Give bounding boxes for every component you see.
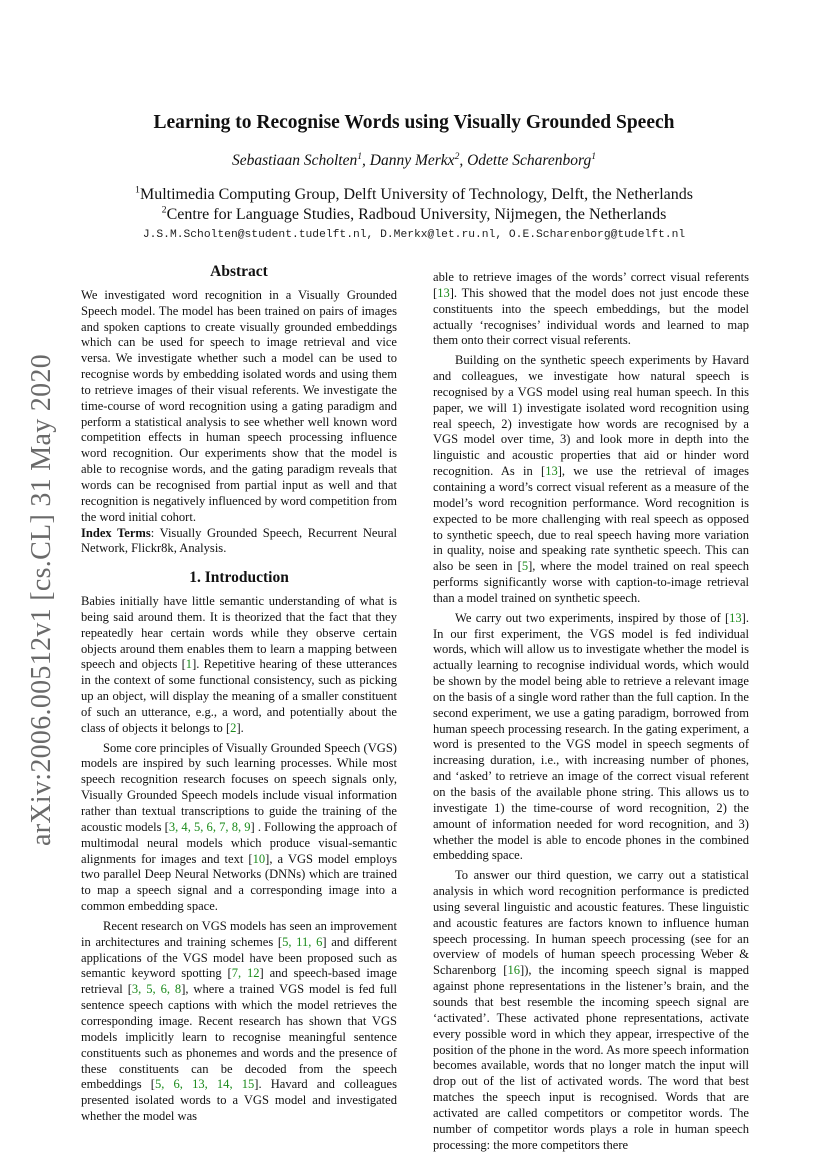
citation-link[interactable]: 3, 4, 5, 6, 7, 8, 9 <box>168 819 251 834</box>
author: Sebastiaan Scholten$^1$, <box>231 150 370 169</box>
citation-link[interactable]: 5 <box>521 559 529 574</box>
arxiv-identifier: arXiv:2006.00512v1 [cs.CL] 31 May 2020 <box>26 353 57 847</box>
citation-link[interactable]: 10 <box>252 851 266 866</box>
citation-link[interactable]: 1 <box>185 657 193 672</box>
author-emails: J.S.M.Scholten@student.tudelft.nl, D.Merkx@let.ru.nl, O.E.Scharenborg@tudelft.nl <box>142 229 686 241</box>
intro-paragraph-2: Some core principles of Visually Grounded Speech (VGS) models are inspired by such learning processes. While most speech recognition research focuses on speech signals only, Visually Grounded Speech models include visual information rather than textual transcriptions to guide the training of the acoustic models [3, 4, 5, 6, 7, 8, 9] . Following the approach of multimodal neural models which produce visual-semantic alignments for images and text [10], a VGS model employs two parallel Deep Neural Networks (DNNs) which are trained to map a speech signal and a corresponding image into a common embedding space. <box>81 740 397 914</box>
citation-link[interactable]: 13 <box>437 285 450 300</box>
right-paragraph-1: able to retrieve images of the words’ correct visual referents [13]. This showed that the model does not just encode these constituents into the speech embeddings, but the model actually ‘recognises’ individual words and learned to map them onto their correct visual referents. <box>433 270 749 348</box>
citation-link[interactable]: 5, 6, 13, 14, 15 <box>154 1077 255 1092</box>
affiliation-1: $^1$Multimedia Computing Group, Delft University of Technology, Delft, the Netherlands <box>135 184 693 203</box>
section-heading-introduction: 1. Introduction <box>189 569 289 587</box>
arxiv-sidebar <box>22 340 62 860</box>
intro-paragraph-3: Recent research on VGS models has seen an improvement in architectures and training schemes [5, 11, 6] and different applications of the VGS model have been proposed such as semantic keyword spotting [7, 12] and speech-based image retrieval [3, 5, 6, 8], where a trained VGS model is fed full sentence speech captions with which the model retrieves the corresponding image. Recent research has shown that VGS models implicitly learn to recognise meaningful sentence constituents such as phonemes and words and the presence of these constituents can be decoded from the speech embeddings [5, 6, 13, 14, 15]. Havard and colleagues presented isolated words to a VGS model and investigated whether the model was <box>81 918 398 1124</box>
author: Danny Merkx$^2$, <box>369 150 468 169</box>
index-terms: Index Terms: Visually Grounded Speech, Recurrent Neural Network, Flickr8k, Analysis. <box>81 525 397 556</box>
affiliation-2: $^2$Centre for Language Studies, Radboud University, Nijmegen, the Netherlands <box>161 204 667 223</box>
abstract-text: We investigated word recognition in a Visually Grounded Speech model. The model has been trained on pairs of images and spoken captions to create visually grounded embeddings which can be used for speech to image retrieval and vice versa. We investigate whether such a model can be used to recognise words by embedding isolated words and using them to retrieve images of their visual referents. We investigate the time-course of word recognition using a gating paradigm and perform a statistical analysis to see whether well known word competition effects in human speech processing influence word recognition. Our experiments show that the model is able to recognise words, and the gating paradigm reveals that words can be recognised from partial input as well and that recognition is negatively influenced by word competition from the word initial cohort. <box>81 287 397 524</box>
right-paragraph-3: We carry out two experiments, inspired by those of [13]. In our first experiment, the VGS model is fed individual words, which will allow us to investigate whether the model is actually learning to recognise individual words, which would be shown by the model being able to retrieve a relevant image on the basis of a single word rather than the full caption. In the second experiment, we use a gating paradigm, borrowed from human speech processing research. In the gating experiment, a word is presented to the VGS model in speech segments of increasing duration, i.e., with increasing number of phones, and ‘asked’ to retrieve an image of the correct visual referent on the basis of the available phone string. This allows us to investigate 1) the time-course of word recognition, 2) the amount of information needed for word recognition, and 3) whether the model is able to encode phones in the combined embedding space. <box>433 610 749 863</box>
citation-link[interactable]: 3, 5, 6, 8 <box>131 982 182 997</box>
abstract-heading: Abstract <box>210 263 268 280</box>
citation-link[interactable]: 2 <box>230 720 237 735</box>
citation-link[interactable]: 13 <box>729 610 742 625</box>
author: Odette Scharenborg$^1$ <box>467 150 597 169</box>
paper-title: Learning to Recognise Words using Visually Grounded Speech <box>153 112 675 133</box>
intro-paragraph-1: Babies initially have little semantic understanding of what is being said around them. It is theorized that the fact that they repeatedly hear certain words while they observe certain objects around them enables them to learn a mapping between speech and objects [1]. Repetitive hearing of these utterances in the context of some functional consistency, such as picking up an object, will display the meaning of a smaller constituent of such an utterance, e.g., a word, and potentially about the class of objects it belongs to [2]. <box>81 594 397 735</box>
right-paragraph-2: Building on the synthetic speech experiments by Havard and colleagues, we investigate how natural speech is recognised by a VGS model using real human speech. In this paper, we will 1) investigate isolated word recognition using real speech, 2) investigate how words are recognised by a VGS model over time, 3) and look more in depth into the linguistic and acoustic properties that aid or hinder word recognition. As in [13], we use the retrieval of images containing a word’s correct visual referent as a measure of the model’s word recognition performance. Word recognition is expected to be more challenging with real speech as opposed to synthetic speech, due to real speech having more variation in quality, noise and speaking rate synthetic speech. This can also be seen in [5], where the model trained on real speech performs significantly worse with caption-to-image retrieval than a model trained on synthetic speech. <box>433 353 749 605</box>
citation-link[interactable]: 13 <box>545 464 558 479</box>
citation-link[interactable]: 16 <box>507 963 521 978</box>
right-paragraph-4: To answer our third question, we carry out a statistical analysis in which word recognition performance is predicted using several linguistic and acoustic features. These linguistic and acoustic features are factors known to influence human speech processing. In human speech processing (see for an overview of models of human speech processing Weber & Scharenborg [16]), the incoming speech signal is mapped against phone representations in the listener’s brain, and the sounds that best resemble the incoming speech signal are ‘activated’. These activated phone representations, activate every possible word in which they appear, irrespective of the position of the phone in the word. As more speech information becomes available, words that no longer match the input will drop out of the list of activated words. The word that best matches the speech input is recognised. Words that are activated are called competitors or competitor words. The number of competitor words plays a role in human speech processing: the more competitors there <box>433 868 750 1152</box>
citation-link[interactable]: 5, 11, 6 <box>282 934 323 949</box>
right-column <box>433 270 749 1153</box>
citation-link[interactable]: 7, 12 <box>231 966 260 981</box>
left-column <box>81 264 397 1125</box>
author-list <box>0 152 828 170</box>
